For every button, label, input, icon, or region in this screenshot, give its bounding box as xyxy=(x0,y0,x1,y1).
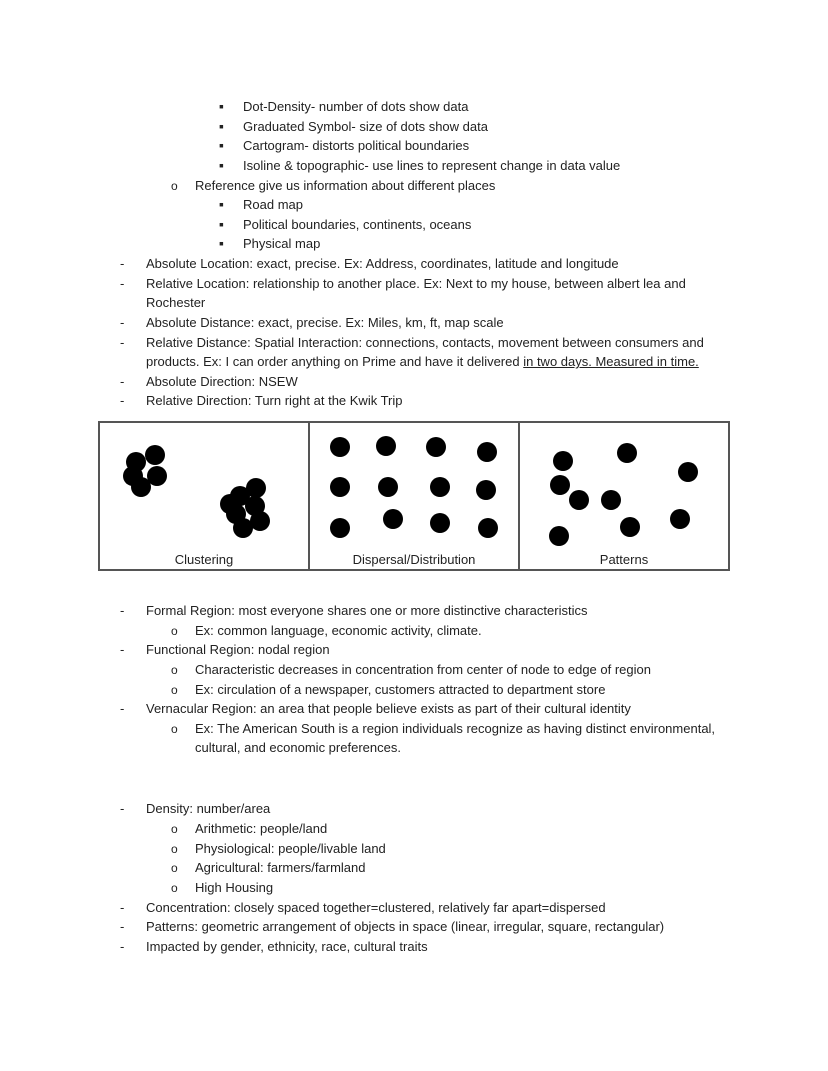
dot xyxy=(376,436,396,456)
list-item-dot-density: ▪ Dot-Density- number of dots show data xyxy=(243,99,468,115)
list-item-political: ▪ Political boundaries, continents, oceans xyxy=(243,217,471,233)
list-item-absolute-location: - Absolute Location: exact, precise. Ex: Address, coordinates, latitude and longitude xyxy=(146,256,619,272)
clustering-label: Clustering xyxy=(174,552,234,567)
list-item-physical: ▪ Physical map xyxy=(243,236,320,252)
dot xyxy=(378,477,398,497)
dot xyxy=(250,511,270,531)
dot xyxy=(383,509,403,529)
relative-distance-underlined: in two days. Measured in time. xyxy=(523,354,699,369)
dot xyxy=(145,445,165,465)
dot xyxy=(569,490,589,510)
dot xyxy=(601,490,621,510)
list-item-functional-characteristic: o Characteristic decreases in concentration from center of node to edge of region xyxy=(195,662,651,678)
list-item-agricultural: o Agricultural: farmers/farmland xyxy=(195,860,366,876)
clustering-panel xyxy=(98,421,310,571)
list-item-vernacular-example-cont: cultural, and economic preferences. xyxy=(195,740,401,755)
dot xyxy=(330,518,350,538)
list-item-relative-distance: - Relative Distance: Spatial Interaction: connections, contacts, movement between consumers and xyxy=(146,335,704,351)
dispersal-panel xyxy=(308,421,520,571)
list-item-relative-location-cont: Rochester xyxy=(146,295,206,310)
dot xyxy=(430,513,450,533)
dot xyxy=(553,451,573,471)
relative-distance-text: products. Ex: I can order anything on Prime and have it delivered xyxy=(146,354,524,369)
dispersal-label: Dispersal/Distribution xyxy=(352,552,476,567)
list-item-isoline: ▪ Isoline & topographic- use lines to represent change in data value xyxy=(243,158,620,174)
dot xyxy=(678,462,698,482)
list-item-high-housing: o High Housing xyxy=(195,880,273,896)
dot xyxy=(131,477,151,497)
list-item-patterns: - Patterns: geometric arrangement of objects in space (linear, irregular, square, rectangular) xyxy=(146,919,664,935)
list-item-density: - Density: number/area xyxy=(146,801,270,817)
list-item-relative-direction: - Relative Direction: Turn right at the Kwik Trip xyxy=(146,393,403,409)
list-item-relative-distance-cont xyxy=(146,354,699,370)
dot xyxy=(550,475,570,495)
list-item-road-map: ▪ Road map xyxy=(243,197,303,213)
patterns-label: Patterns xyxy=(599,552,649,567)
list-item-physiological: o Physiological: people/livable land xyxy=(195,841,386,857)
dot xyxy=(233,518,253,538)
dot xyxy=(478,518,498,538)
dot xyxy=(620,517,640,537)
dot xyxy=(426,437,446,457)
list-item-cartogram: ▪ Cartogram- distorts political boundaries xyxy=(243,138,469,154)
list-item-formal-example: o Ex: common language, economic activity, climate. xyxy=(195,623,482,639)
list-item-vernacular-region: - Vernacular Region: an area that people believe exists as part of their cultural identity xyxy=(146,701,631,717)
list-item-absolute-direction: - Absolute Direction: NSEW xyxy=(146,374,298,390)
list-item-vernacular-example: o Ex: The American South is a region individuals recognize as having distinct environmental, xyxy=(195,721,715,737)
list-item-relative-location: - Relative Location: relationship to another place. Ex: Next to my house, between albert lea and xyxy=(146,276,686,292)
dot xyxy=(549,526,569,546)
patterns-panel xyxy=(518,421,730,571)
list-item-impacted: - Impacted by gender, ethnicity, race, cultural traits xyxy=(146,939,428,955)
list-item-arithmetic: o Arithmetic: people/land xyxy=(195,821,327,837)
list-item-graduated-symbol: ▪ Graduated Symbol- size of dots show data xyxy=(243,119,488,135)
dot xyxy=(330,477,350,497)
list-item-absolute-distance: - Absolute Distance: exact, precise. Ex: Miles, km, ft, map scale xyxy=(146,315,504,331)
list-item-formal-region: - Formal Region: most everyone shares one or more distinctive characteristics xyxy=(146,603,587,619)
list-item-concentration: - Concentration: closely spaced together=clustered, relatively far apart=dispersed xyxy=(146,900,606,916)
dot xyxy=(430,477,450,497)
dot xyxy=(617,443,637,463)
dot-distribution-figure xyxy=(98,421,732,571)
dot xyxy=(477,442,497,462)
list-item-functional-region: - Functional Region: nodal region xyxy=(146,642,330,658)
dot xyxy=(330,437,350,457)
list-item-functional-example: o Ex: circulation of a newspaper, customers attracted to department store xyxy=(195,682,605,698)
list-item-reference: o Reference give us information about different places xyxy=(195,178,495,194)
dot xyxy=(476,480,496,500)
dot xyxy=(670,509,690,529)
